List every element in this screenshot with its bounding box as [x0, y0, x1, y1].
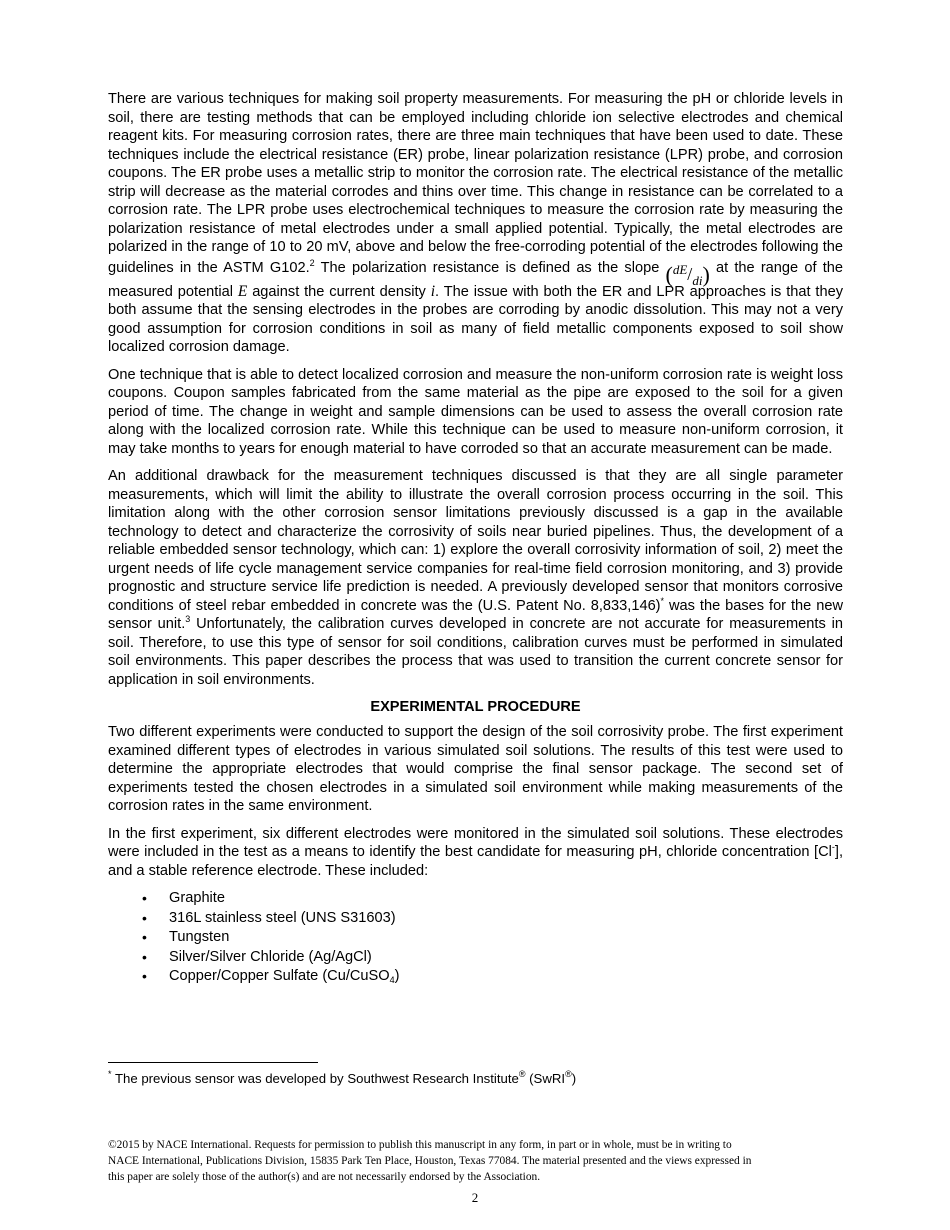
- list-item: • Copper/Copper Sulfate (Cu/CuSO$_4$): [169, 967, 843, 987]
- footnote-marker: *: [660, 595, 665, 606]
- body-content: [108, 90, 843, 987]
- electrode-list: [108, 889, 843, 987]
- list-item: • 316L stainless steel (UNS S31603): [169, 909, 843, 929]
- section-heading: EXPERIMENTAL PROCEDURE: [370, 699, 581, 715]
- variable-e: E: [237, 282, 248, 300]
- footnote-divider: [108, 1062, 318, 1063]
- reference-3: 3: [185, 614, 191, 624]
- variable-i: i: [430, 282, 436, 300]
- paragraph-experiments-overview: Two different experiments were conducted to support the design of the soil corrosivity probe. The first experiment examined different types of electrodes in various simulated soil solutions. The results of this test were used to determine the appropriate electrodes that would comprise the final sensor package. The second set of experiments tested the chosen electrodes in a simulated soil environment while making measurements of the corrosion rates in the same environment.: [108, 724, 843, 814]
- copyright-notice: ©2015 by NACE International. Requests for permission to publish this manuscript in any form, in part or in whole, must be in writing to NACE International, Publications Division, 15835 Park Ten Place, Houston, Texas 77084. The material presented and the views expressed in this paper are solely those of the author(s) and are not necessarily endorsed by the Association.: [108, 1139, 752, 1183]
- slope-fraction: (dE/di): [665, 261, 710, 288]
- reference-2: 2: [309, 257, 315, 268]
- list-item: • Graphite: [169, 889, 843, 909]
- footnote: * The previous sensor was developed by Southwest Research Institute® (SwRI®): [108, 1069, 577, 1086]
- list-item: • Tungsten: [169, 928, 843, 948]
- paragraph-measurement-techniques: There are various techniques for making soil property measurements. For measuring the pH or chloride levels in soil, there are testing methods that can be employed including chloride ion selective electrodes and chemical reagent kits. For measuring corrosion rates, there are three main techniques that have been used to date. These techniques include the electrical resistance (ER) probe, linear polarization resistance (LPR) probe, and corrosion coupons. The ER probe uses a metallic strip to monitor the corrosion rate. The electrical resistance of the metallic strip will decrease as the material corrodes and thins over time. This change in resistance can be correlated to a corrosion rate. The LPR probe uses electrochemical techniques to measure the corrosion rate by measuring the polarization resistance of metal electrodes under a small applied potential. Typically, the metal electrodes are polarized in the range of 10 to 20 mV, above and below the free-corroding potential of the electrodes following the guidelines in the ASTM G102.$^2$ The polarization resistance is defined as the slope (dE/di) at the range of the measured potential E against the current density i. The issue with both the ER and LPR approaches is that they both assume that the sensing electrodes in the probes are corroding by anodic dissolution. This may not a very good assumption for corrosion conditions in soil as many of field metallic components exposed to soil show localized corrosion damage.: [108, 91, 844, 355]
- paragraph-weight-loss-coupons: One technique that is able to detect localized corrosion and measure the non-uniform corrosion rate is weight loss coupons. Coupon samples fabricated from the same material as the pipe are exposed to the soil for a given period of time. The change in weight and sample dimensions can be used to assess the overall corrosion rate along with the localized corrosion rate. While this technique can be used to measure non-uniform corrosion, it may take months to years for enough material to have corroded so that an accurate measurement can be made.: [108, 366, 843, 457]
- page-number: 2: [471, 1190, 479, 1205]
- paragraph-first-experiment: In the first experiment, six different electrodes were monitored in the simulated soil solutions. These electrodes were included in the test as a means to identify the best candidate for measuring pH, chloride concentration [Cl-], and a stable reference electrode. These included:: [108, 825, 843, 879]
- list-item: • Silver/Silver Chloride (Ag/AgCl): [169, 948, 843, 968]
- paragraph-drawback: An additional drawback for the measurement techniques discussed is that they are all single parameter measurements, which will limit the ability to illustrate the overall corrosion process occurring in the soil. This limitation along with the other corrosion sensor limitations previously discussed is a gap in the available technology to detect and characterize the corrosivity of soils near buried pipelines. Thus, the development of a reliable embedded sensor technology, which can: 1) explore the overall corrosivity information of soil, 2) meet the urgent needs of life cycle management service companies for real-time field corrosion monitoring, and 3) provide prognostic and structure service life prediction is needed. A previously developed sensor that monitors corrosive conditions of steel rebar embedded in concrete was the (U.S. Patent No. 8,833,146)* was the bases for the new sensor unit.$^3$ Unfortunately, the calibration curves developed in concrete are not accurate for measurements in soil. Therefore, to use this type of sensor for soil conditions, calibration curves must be performed in simulated soil environments. This paper describes the process that was used to transition the current concrete sensor for application in soil environments.: [108, 468, 843, 688]
